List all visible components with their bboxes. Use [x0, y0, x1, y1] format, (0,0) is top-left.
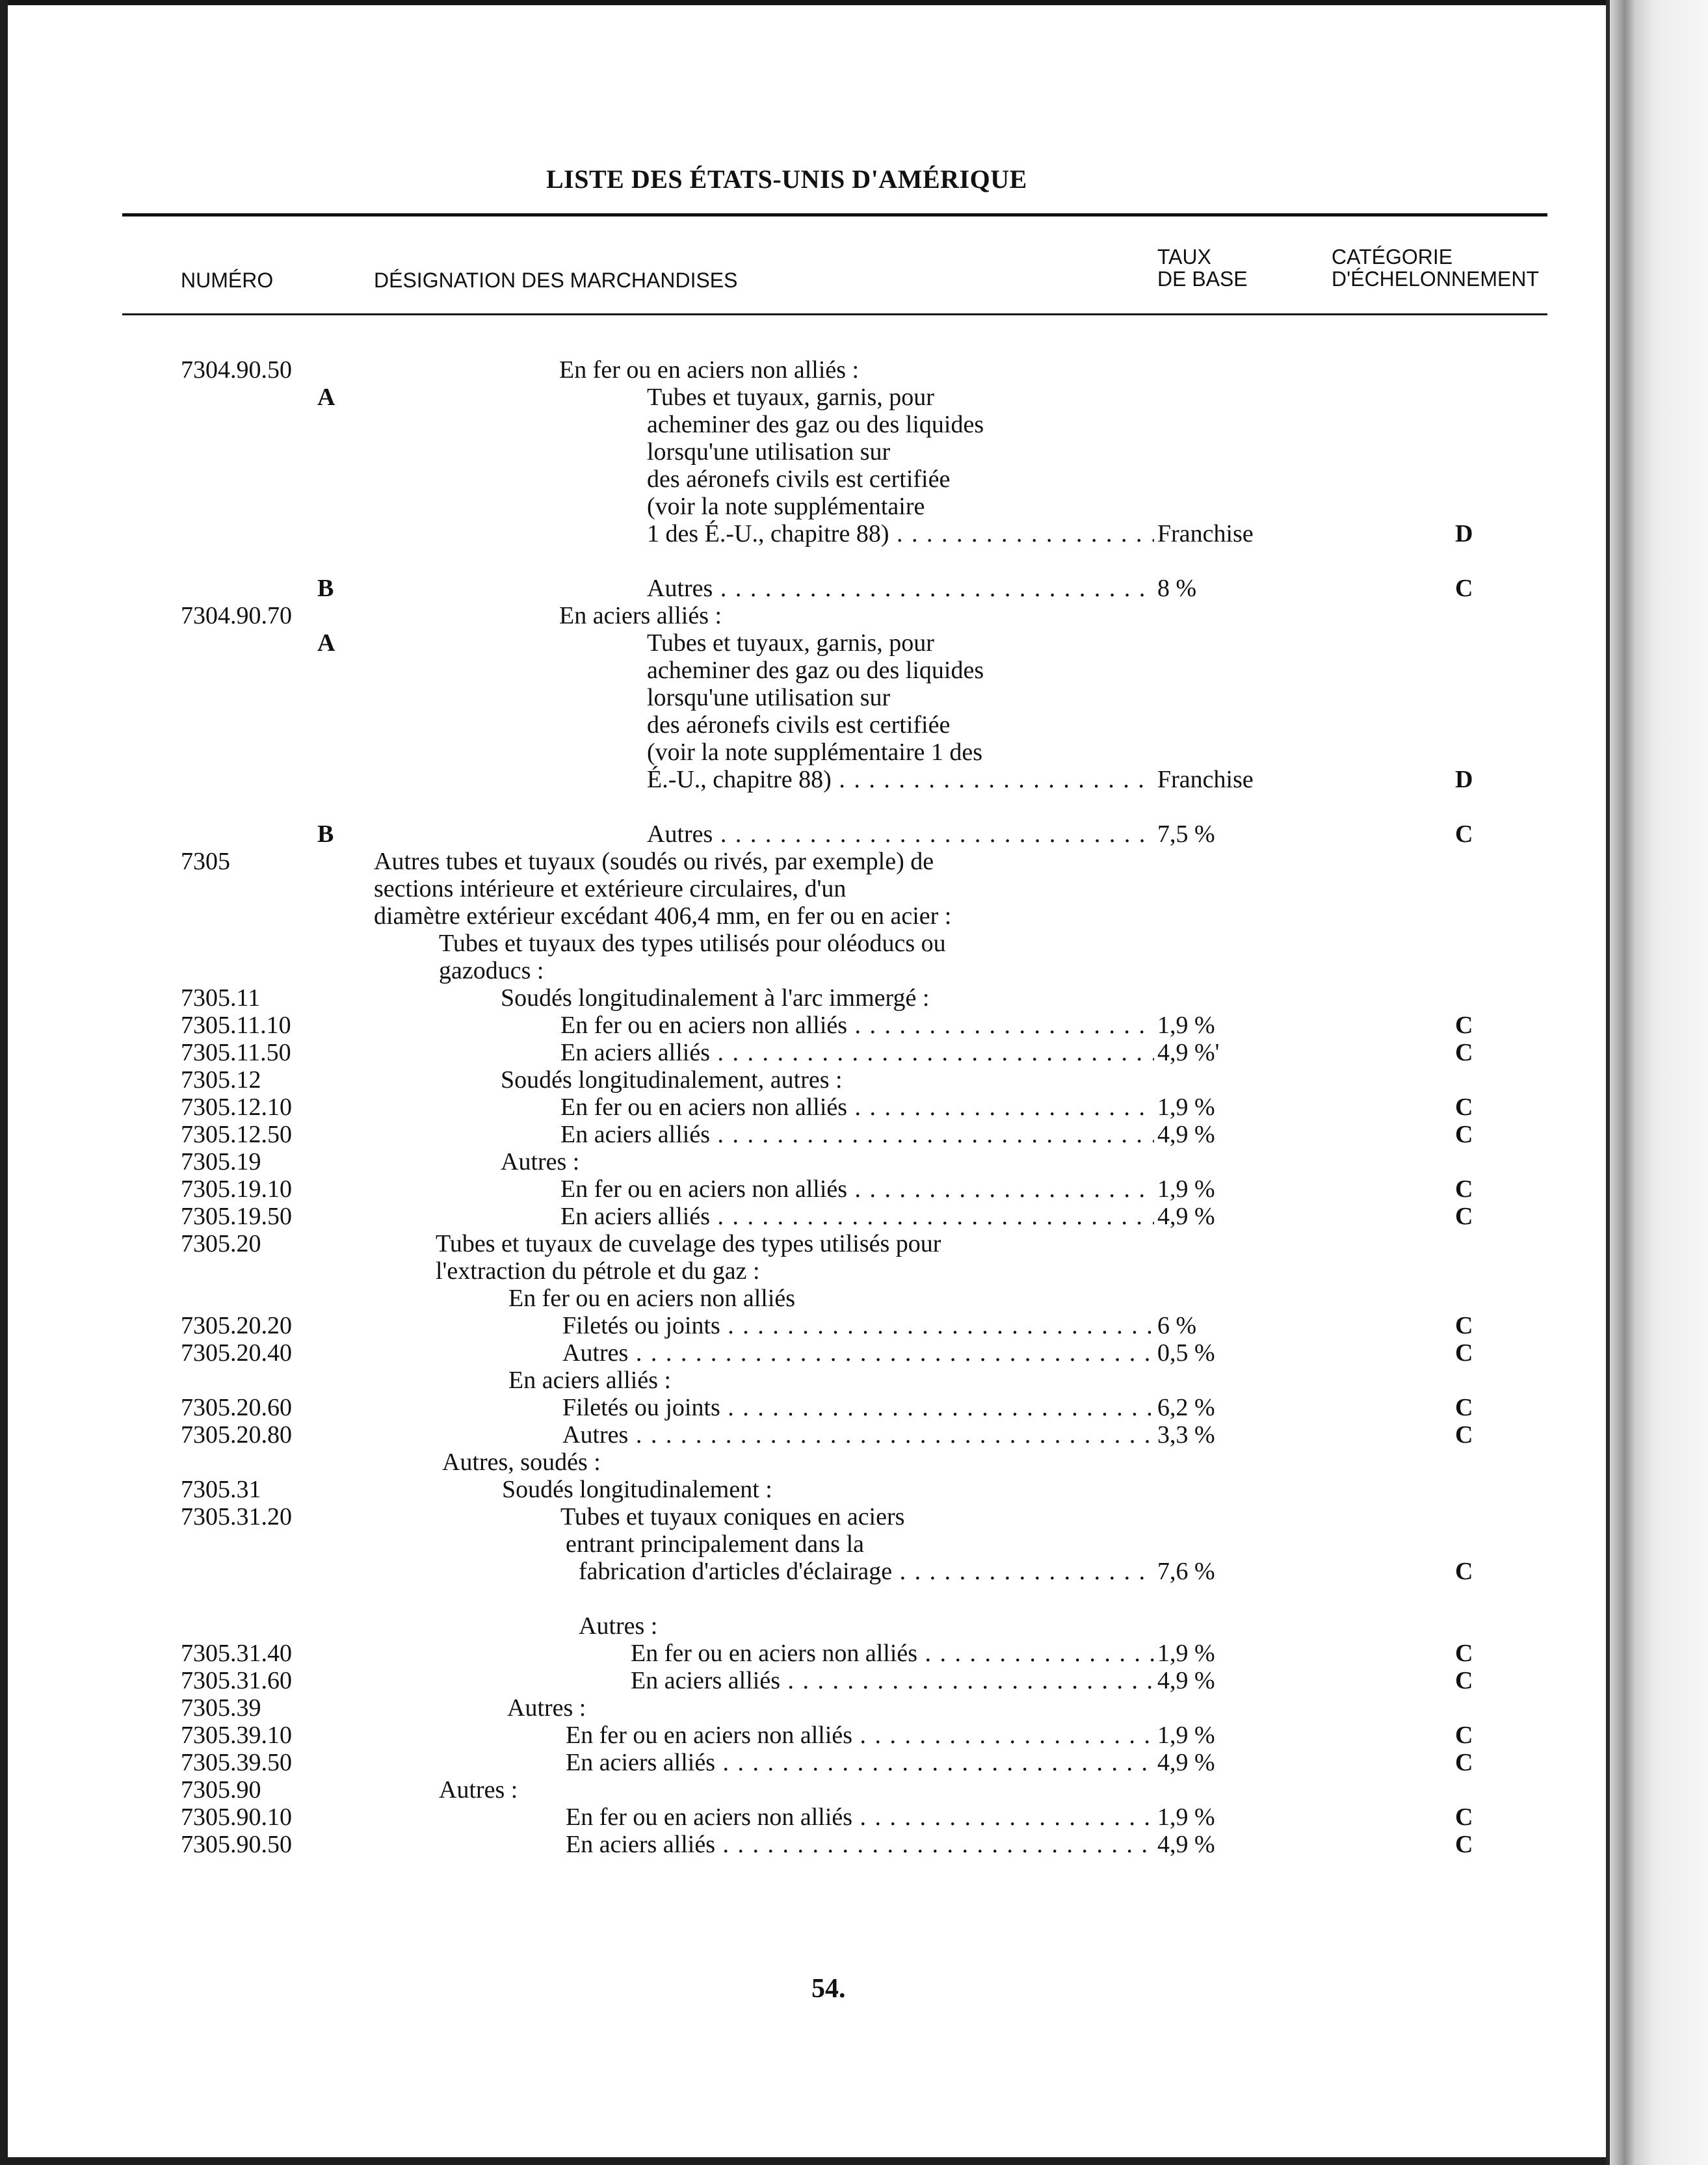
staging-category: D [1455, 766, 1473, 793]
staging-category: C [1455, 1667, 1473, 1694]
tariff-number: 7305.12 [181, 1066, 261, 1094]
table-row [0, 1749, 1606, 1776]
table-row [0, 957, 1606, 984]
table-row [0, 820, 1606, 848]
base-rate: 6,2 % [1157, 1394, 1215, 1421]
staging-category: C [1455, 1203, 1473, 1230]
base-rate: 1,9 % [1157, 1722, 1215, 1749]
table-row [0, 984, 1606, 1012]
table-row [0, 1449, 1606, 1476]
base-rate: 8 % [1157, 575, 1197, 602]
staging-category: C [1455, 1831, 1473, 1858]
goods-description: Autres . . . [562, 1339, 1154, 1367]
tariff-number: 7305.12.10 [181, 1094, 292, 1121]
goods-description: Soudés longitudinalement : [502, 1476, 772, 1503]
goods-description: Autres . . . [647, 575, 1154, 602]
tariff-number: 7305.20.20 [181, 1312, 292, 1339]
goods-description: En aciers alliés . . . [566, 1831, 1154, 1858]
tariff-number: 7305.90.50 [181, 1831, 292, 1858]
goods-description: En fer ou en aciers non alliés . . . [560, 1094, 1154, 1121]
tariff-number: 7305 [181, 848, 230, 875]
goods-description: En fer ou en aciers non alliés . . . [566, 1804, 1154, 1831]
base-rate: 7,5 % [1157, 820, 1215, 848]
column-header-numero: NUMÉRO [181, 269, 274, 292]
table-row [0, 1804, 1606, 1831]
table-row [0, 356, 1606, 384]
table-row [0, 1694, 1606, 1722]
staging-category: C [1455, 575, 1473, 602]
goods-description: des aéronefs civils est certifiée [647, 711, 951, 739]
book-gutter-shadow [1609, 0, 1708, 2165]
base-rate: 4,9 % [1157, 1831, 1215, 1858]
table-row [0, 1831, 1606, 1858]
table-row [0, 766, 1606, 793]
base-rate: 1,9 % [1157, 1804, 1215, 1831]
table-row [0, 1012, 1606, 1039]
scan-border-bottom [0, 2157, 1708, 2165]
goods-description: Autres . . . [562, 1421, 1154, 1449]
table-row [0, 1094, 1606, 1121]
goods-description: sections intérieure et extérieure circulaires, d'un [374, 875, 847, 902]
page-edge [1606, 0, 1610, 2165]
column-header-taux-line2: DE BASE [1157, 267, 1248, 291]
tariff-number: 7305.31.40 [181, 1640, 292, 1667]
tariff-number: 7305.11.10 [181, 1012, 291, 1039]
tariff-number: 7305.11 [181, 984, 261, 1012]
base-rate: 0,5 % [1157, 1339, 1215, 1367]
table-row [0, 602, 1606, 629]
subitem-letter: B [317, 575, 334, 602]
tariff-number: 7305.39.50 [181, 1749, 292, 1776]
table-row [0, 629, 1606, 657]
table-row [0, 1558, 1606, 1585]
goods-description: En aciers alliés . . . [631, 1667, 1154, 1694]
table-row [0, 875, 1606, 902]
tariff-number: 7305.39.10 [181, 1722, 292, 1749]
goods-description: En fer ou en aciers non alliés . . . [560, 1175, 1154, 1203]
goods-description: l'extraction du pétrole et du gaz : [436, 1257, 760, 1285]
goods-description: acheminer des gaz ou des liquides [647, 411, 984, 438]
table-row [0, 902, 1606, 930]
goods-description: gazoducs : [439, 957, 544, 984]
goods-description: fabrication d'articles d'éclairage . . . [579, 1558, 1154, 1585]
table-row [0, 438, 1606, 466]
goods-description: En aciers alliés . . . [560, 1121, 1154, 1148]
goods-description: Soudés longitudinalement à l'arc immergé : [501, 984, 930, 1012]
goods-description: 1 des É.-U., chapitre 88) . . . [647, 520, 1154, 547]
table-row [0, 1066, 1606, 1094]
goods-description: Autres tubes et tuyaux (soudés ou rivés, par exemple) de [374, 848, 934, 875]
goods-description: En aciers alliés . . . [560, 1039, 1154, 1066]
table-row [0, 1257, 1606, 1285]
staging-category: D [1455, 520, 1473, 547]
staging-category: C [1455, 1175, 1473, 1203]
tariff-number: 7305.11.50 [181, 1039, 291, 1066]
base-rate: 1,9 % [1157, 1094, 1215, 1121]
table-row [0, 411, 1606, 438]
goods-description: Autres : [579, 1612, 658, 1640]
table-row [0, 1039, 1606, 1066]
table-row [0, 1640, 1606, 1667]
subitem-letter: A [317, 629, 335, 657]
goods-description: Tubes et tuyaux coniques en aciers [560, 1503, 905, 1530]
table-row [0, 1148, 1606, 1175]
tariff-number: 7305.31 [181, 1476, 261, 1503]
goods-description: entrant principalement dans la [566, 1530, 864, 1558]
tariff-number: 7305.39 [181, 1694, 261, 1722]
tariff-number: 7305.90.10 [181, 1804, 292, 1831]
table-row [0, 384, 1606, 411]
goods-description: Autres : [439, 1776, 518, 1804]
tariff-number: 7305.31.60 [181, 1667, 292, 1694]
table-row [0, 1230, 1606, 1257]
page-number: 54. [811, 1974, 846, 2004]
goods-description: Autres : [501, 1148, 580, 1175]
goods-description: Autres : [507, 1694, 586, 1722]
tariff-number: 7305.20.80 [181, 1421, 292, 1449]
column-header-categorie-line2: D'ÉCHELONNEMENT [1332, 267, 1540, 291]
base-rate: 4,9 % [1157, 1749, 1215, 1776]
tariff-number: 7305.31.20 [181, 1503, 292, 1530]
staging-category: C [1455, 1339, 1473, 1367]
goods-description: Soudés longitudinalement, autres : [501, 1066, 843, 1094]
tariff-number: 7304.90.70 [181, 602, 292, 629]
table-row [0, 1421, 1606, 1449]
goods-description: (voir la note supplémentaire 1 des [647, 739, 983, 766]
goods-description: En fer ou en aciers non alliés [508, 1285, 796, 1312]
tariff-number: 7305.19.50 [181, 1203, 292, 1230]
table-row [0, 1776, 1606, 1804]
table-row [0, 493, 1606, 520]
staging-category: C [1455, 1012, 1473, 1039]
tariff-number: 7305.20.40 [181, 1339, 292, 1367]
goods-description: (voir la note supplémentaire [647, 493, 925, 520]
table-row [0, 1312, 1606, 1339]
table-row [0, 1285, 1606, 1312]
table-row [0, 1339, 1606, 1367]
goods-description: lorsqu'une utilisation sur [647, 438, 891, 466]
table-row [0, 1612, 1606, 1640]
goods-description: Tubes et tuyaux, garnis, pour [647, 629, 934, 657]
base-rate: 1,9 % [1157, 1175, 1215, 1203]
tariff-number: 7305.12.50 [181, 1121, 292, 1148]
goods-description: En aciers alliés . . . [566, 1749, 1154, 1776]
tariff-number: 7305.19.10 [181, 1175, 292, 1203]
goods-description: En aciers alliés : [559, 602, 722, 629]
goods-description: En fer ou en aciers non alliés : [559, 356, 860, 384]
table-row [0, 1394, 1606, 1421]
table-row [0, 1667, 1606, 1694]
goods-description: Tubes et tuyaux, garnis, pour [647, 384, 934, 411]
staging-category: C [1455, 1121, 1473, 1148]
table-row [0, 575, 1606, 602]
table-row [0, 466, 1606, 493]
column-header-taux-line1: TAUX [1157, 245, 1211, 269]
tariff-number: 7305.19 [181, 1148, 261, 1175]
staging-category: C [1455, 1640, 1473, 1667]
table-row [0, 711, 1606, 739]
goods-description: En fer ou en aciers non alliés . . . [566, 1722, 1154, 1749]
base-rate: 4,9 %' [1157, 1039, 1220, 1066]
goods-description: É.-U., chapitre 88) . . . [647, 766, 1154, 793]
goods-description: des aéronefs civils est certifiée [647, 466, 951, 493]
staging-category: C [1455, 1039, 1473, 1066]
table-row [0, 739, 1606, 766]
table-row [0, 848, 1606, 875]
base-rate: 1,9 % [1157, 1012, 1215, 1039]
column-header-categorie-line1: CATÉGORIE [1332, 245, 1453, 269]
table-row [0, 1722, 1606, 1749]
header-rule-top [122, 213, 1547, 216]
goods-description: acheminer des gaz ou des liquides [647, 657, 984, 684]
base-rate: 6 % [1157, 1312, 1197, 1339]
goods-description: Filetés ou joints . . . [562, 1394, 1154, 1421]
staging-category: C [1455, 1094, 1473, 1121]
table-row [0, 1203, 1606, 1230]
base-rate: 1,9 % [1157, 1640, 1215, 1667]
header-rule-bottom [122, 313, 1547, 315]
staging-category: C [1455, 1312, 1473, 1339]
goods-description: Autres, soudés : [442, 1449, 601, 1476]
subitem-letter: B [317, 820, 334, 848]
table-row [0, 657, 1606, 684]
page-title: LISTE DES ÉTATS-UNIS D'AMÉRIQUE [546, 164, 1027, 194]
column-header-designation: DÉSIGNATION DES MARCHANDISES [374, 269, 738, 292]
base-rate: 4,9 % [1157, 1203, 1215, 1230]
staging-category: C [1455, 1558, 1473, 1585]
goods-description: En fer ou en aciers non alliés . . . [631, 1640, 1154, 1667]
base-rate: Franchise [1157, 766, 1254, 793]
goods-description: Filetés ou joints . . . [562, 1312, 1154, 1339]
staging-category: C [1455, 1722, 1473, 1749]
tariff-number: 7305.90 [181, 1776, 261, 1804]
goods-description: lorsqu'une utilisation sur [647, 684, 891, 711]
base-rate: 4,9 % [1157, 1667, 1215, 1694]
table-row [0, 684, 1606, 711]
table-row [0, 1367, 1606, 1394]
goods-description: diamètre extérieur excédant 406,4 mm, en fer ou en acier : [374, 902, 952, 930]
table-row [0, 1503, 1606, 1530]
staging-category: C [1455, 1804, 1473, 1831]
table-row [0, 1121, 1606, 1148]
base-rate: 7,6 % [1157, 1558, 1215, 1585]
scan-border-top [0, 0, 1708, 5]
goods-description: Tubes et tuyaux des types utilisés pour oléoducs ou [439, 930, 946, 957]
goods-description: En fer ou en aciers non alliés . . . [560, 1012, 1154, 1039]
subitem-letter: A [317, 384, 335, 411]
table-row [0, 1476, 1606, 1503]
table-row [0, 520, 1606, 547]
staging-category: C [1455, 1394, 1473, 1421]
staging-category: C [1455, 1421, 1473, 1449]
goods-description: Tubes et tuyaux de cuvelage des types utilisés pour [436, 1230, 941, 1257]
tariff-number: 7304.90.50 [181, 356, 292, 384]
goods-description: En aciers alliés : [508, 1367, 672, 1394]
table-row [0, 1530, 1606, 1558]
goods-description: En aciers alliés . . . [560, 1203, 1154, 1230]
staging-category: C [1455, 820, 1473, 848]
staging-category: C [1455, 1749, 1473, 1776]
table-row [0, 1175, 1606, 1203]
base-rate: 4,9 % [1157, 1121, 1215, 1148]
table-row [0, 930, 1606, 957]
goods-description: Autres . . . [647, 820, 1154, 848]
tariff-number: 7305.20.60 [181, 1394, 292, 1421]
tariff-number: 7305.20 [181, 1230, 261, 1257]
base-rate: 3,3 % [1157, 1421, 1215, 1449]
base-rate: Franchise [1157, 520, 1254, 547]
